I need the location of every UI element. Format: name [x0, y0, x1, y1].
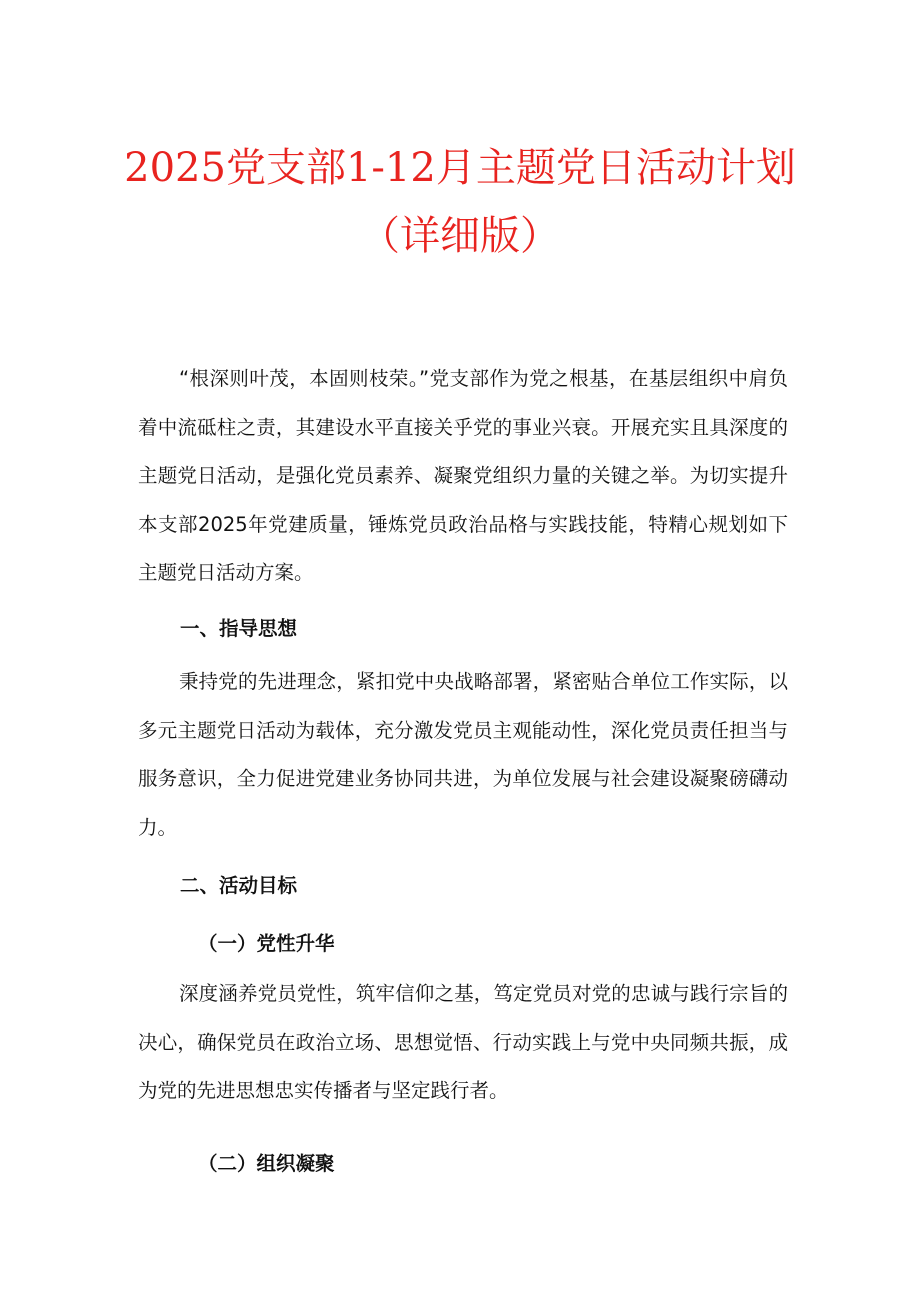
intro-paragraph: “根深则叶茂，本固则枝荣。”党支部作为党之根基，在基层组织中肩负着中流砥柱之责，其建设水平直接关乎党的事业兴衰。开展充实且具深度的主题党日活动，是强化党员素养、凝聚党组织力量的关键之举。为切实提升本支部2025年党建质量，锤炼党员政治品格与实践技能，特精心规划如下主题党日活动方案。: [138, 367, 788, 584]
document-subtitle: （详细版）: [360, 213, 560, 259]
document-title: 2025党支部1-12月主题党日活动计划: [124, 145, 796, 191]
subsection-heading-organization-cohesion: （二）组织凝聚: [198, 1152, 335, 1175]
section-heading-activity-goals: 二、活动目标: [180, 874, 298, 897]
party-spirit-paragraph: 深度涵养党员党性，筑牢信仰之基，笃定党员对党的忠诚与践行宗旨的决心，确保党员在政治立场、思想觉悟、行动实践上与党中央同频共振，成为党的先进思想忠实传播者与坚定践行者。: [138, 982, 788, 1102]
section-heading-guiding-ideology: 一、指导思想: [180, 617, 298, 640]
subsection-heading-party-spirit: （一）党性升华: [198, 932, 335, 955]
guiding-ideology-paragraph: 秉持党的先进理念，紧扣党中央战略部署，紧密贴合单位工作实际，以多元主题党日活动为载体，充分激发党员主观能动性，深化党员责任担当与服务意识，全力促进党建业务协同共进，为单位发展与社会建设凝聚磅礴动力。: [138, 670, 788, 839]
